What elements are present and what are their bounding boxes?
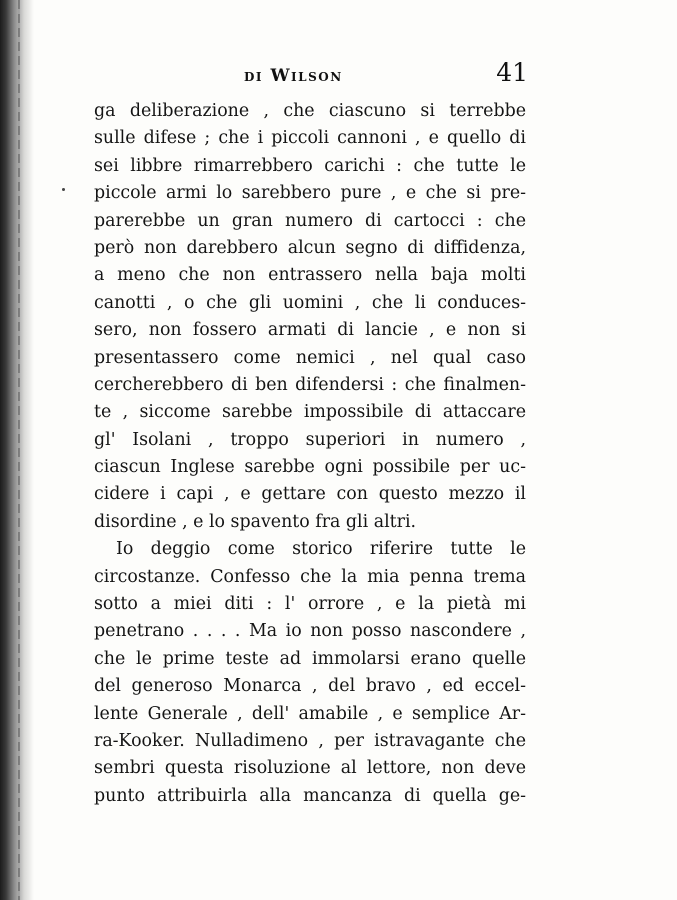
text-line: penetrano . . . . Ma io non posso nascondere , <box>94 621 526 642</box>
text-line: sembri questa risoluzione al lettore, non deve <box>94 758 526 779</box>
text-line: però non darebbero alcun segno di diffidenza, <box>94 237 526 258</box>
text-line: lente Generale , dell' amabile , e semplice Ar- <box>94 703 526 724</box>
text-line: circostanze. Confesso che la mia penna trema <box>94 566 526 587</box>
binding-gutter <box>0 0 34 900</box>
body-text <box>94 98 526 810</box>
running-head: di Wilson <box>244 66 343 86</box>
text-line: a meno che non entrassero nella baja molti <box>94 265 526 286</box>
text-line: ciascun Inglese sarebbe ogni possibile per uc- <box>94 457 526 478</box>
text-line: piccole armi lo sarebbero pure , e che si pre- <box>94 183 526 204</box>
text-line: ga deliberazione , che ciascuno si terrebbe <box>94 101 526 121</box>
text-line: che le prime teste ad immolarsi erano quelle <box>94 648 526 669</box>
text-line: canotti , o che gli uomini , che li conduces- <box>94 292 526 313</box>
page-header <box>96 60 526 96</box>
page-number: 41 <box>496 58 528 87</box>
paragraph-1 <box>94 98 526 536</box>
text-line: cercherebbero di ben difendersi : che finalmen- <box>94 374 526 395</box>
text-line: disordine , e lo spavento fra gli altri. <box>94 511 417 532</box>
text-line: parerebbe un gran numero di cartocci : che <box>94 210 526 231</box>
text-line: sei libbre rimarrebbero carichi : che tutte le <box>94 155 526 176</box>
text-line: ra-Kooker. Nulladimeno , per istravagante che <box>94 730 526 751</box>
text-line: gl' Isolani , troppo superiori in numero , <box>94 429 526 450</box>
text-line: te , siccome sarebbe impossibile di attaccare <box>94 402 526 423</box>
text-line: sulle difese ; che i piccoli cannoni , e quello di <box>94 128 526 149</box>
text-line: presentassero come nemici , nel qual caso <box>94 347 526 368</box>
paragraph-2 <box>94 536 526 810</box>
text-line: sero, non fossero armati di lancie , e non si <box>94 320 526 341</box>
binding-stitch-line <box>18 0 20 900</box>
text-line: cidere i capi , e gettare con questo mezzo il <box>94 484 526 505</box>
text-line: sotto a miei diti : l' orrore , e la pietà mi <box>94 594 526 615</box>
text-line: Io deggio come storico riferire tutte le <box>116 539 526 560</box>
text-line: del generoso Monarca , del bravo , ed eccel- <box>94 676 526 697</box>
text-line: punto attribuirla alla mancanza di quella ge- <box>94 785 526 806</box>
ink-speck <box>62 188 65 191</box>
